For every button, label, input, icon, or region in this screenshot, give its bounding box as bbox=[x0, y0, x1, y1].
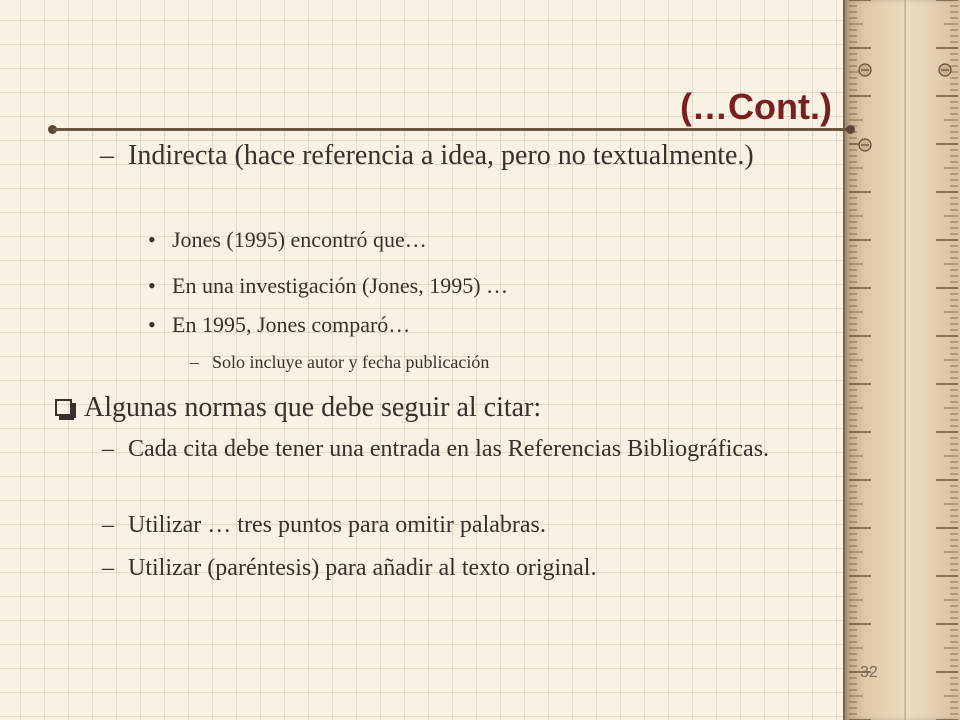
example-text: Jones (1995) encontró que… bbox=[172, 227, 427, 252]
norm-item bbox=[102, 553, 818, 584]
indirect-citation-text: Indirecta (hace referencia a idea, pero no textualmente.) bbox=[128, 140, 754, 171]
ruler-decoration bbox=[843, 0, 960, 720]
dash-marker: – bbox=[100, 140, 114, 171]
page-number: 32 bbox=[860, 664, 878, 681]
norm-text: Utilizar (paréntesis) para añadir al texto original. bbox=[128, 555, 597, 581]
bullet-marker: • bbox=[148, 227, 156, 252]
note-item bbox=[190, 350, 812, 374]
norms-heading-item bbox=[84, 390, 824, 426]
norms-heading: Algunas normas que debe seguir al citar: bbox=[84, 392, 542, 423]
indirect-citation-item bbox=[100, 138, 818, 174]
norm-text: Cada cita debe tener una entrada en las Referencias Bibliográficas. bbox=[128, 436, 770, 462]
example-item bbox=[148, 272, 812, 300]
dash-marker: – bbox=[102, 555, 114, 581]
example-item bbox=[148, 311, 812, 339]
checkbox-bullet-icon bbox=[55, 399, 72, 416]
bullet-marker: • bbox=[148, 273, 156, 298]
bullet-marker: • bbox=[148, 312, 156, 337]
example-item bbox=[148, 226, 812, 254]
dash-marker: – bbox=[190, 352, 199, 372]
norm-item bbox=[102, 510, 818, 541]
dash-marker: – bbox=[102, 436, 114, 462]
norm-item bbox=[102, 434, 818, 465]
divider-end-dot bbox=[846, 125, 855, 134]
example-text: En una investigación (Jones, 1995) … bbox=[172, 273, 509, 298]
norm-text: Utilizar … tres puntos para omitir palabras. bbox=[128, 512, 546, 538]
dash-marker: – bbox=[102, 512, 114, 538]
ruler-marks bbox=[845, 0, 960, 720]
slide-title: (…Cont.) bbox=[680, 86, 832, 127]
note-text: Solo incluye autor y fecha publicación bbox=[212, 352, 490, 372]
example-text: En 1995, Jones comparó… bbox=[172, 312, 411, 337]
